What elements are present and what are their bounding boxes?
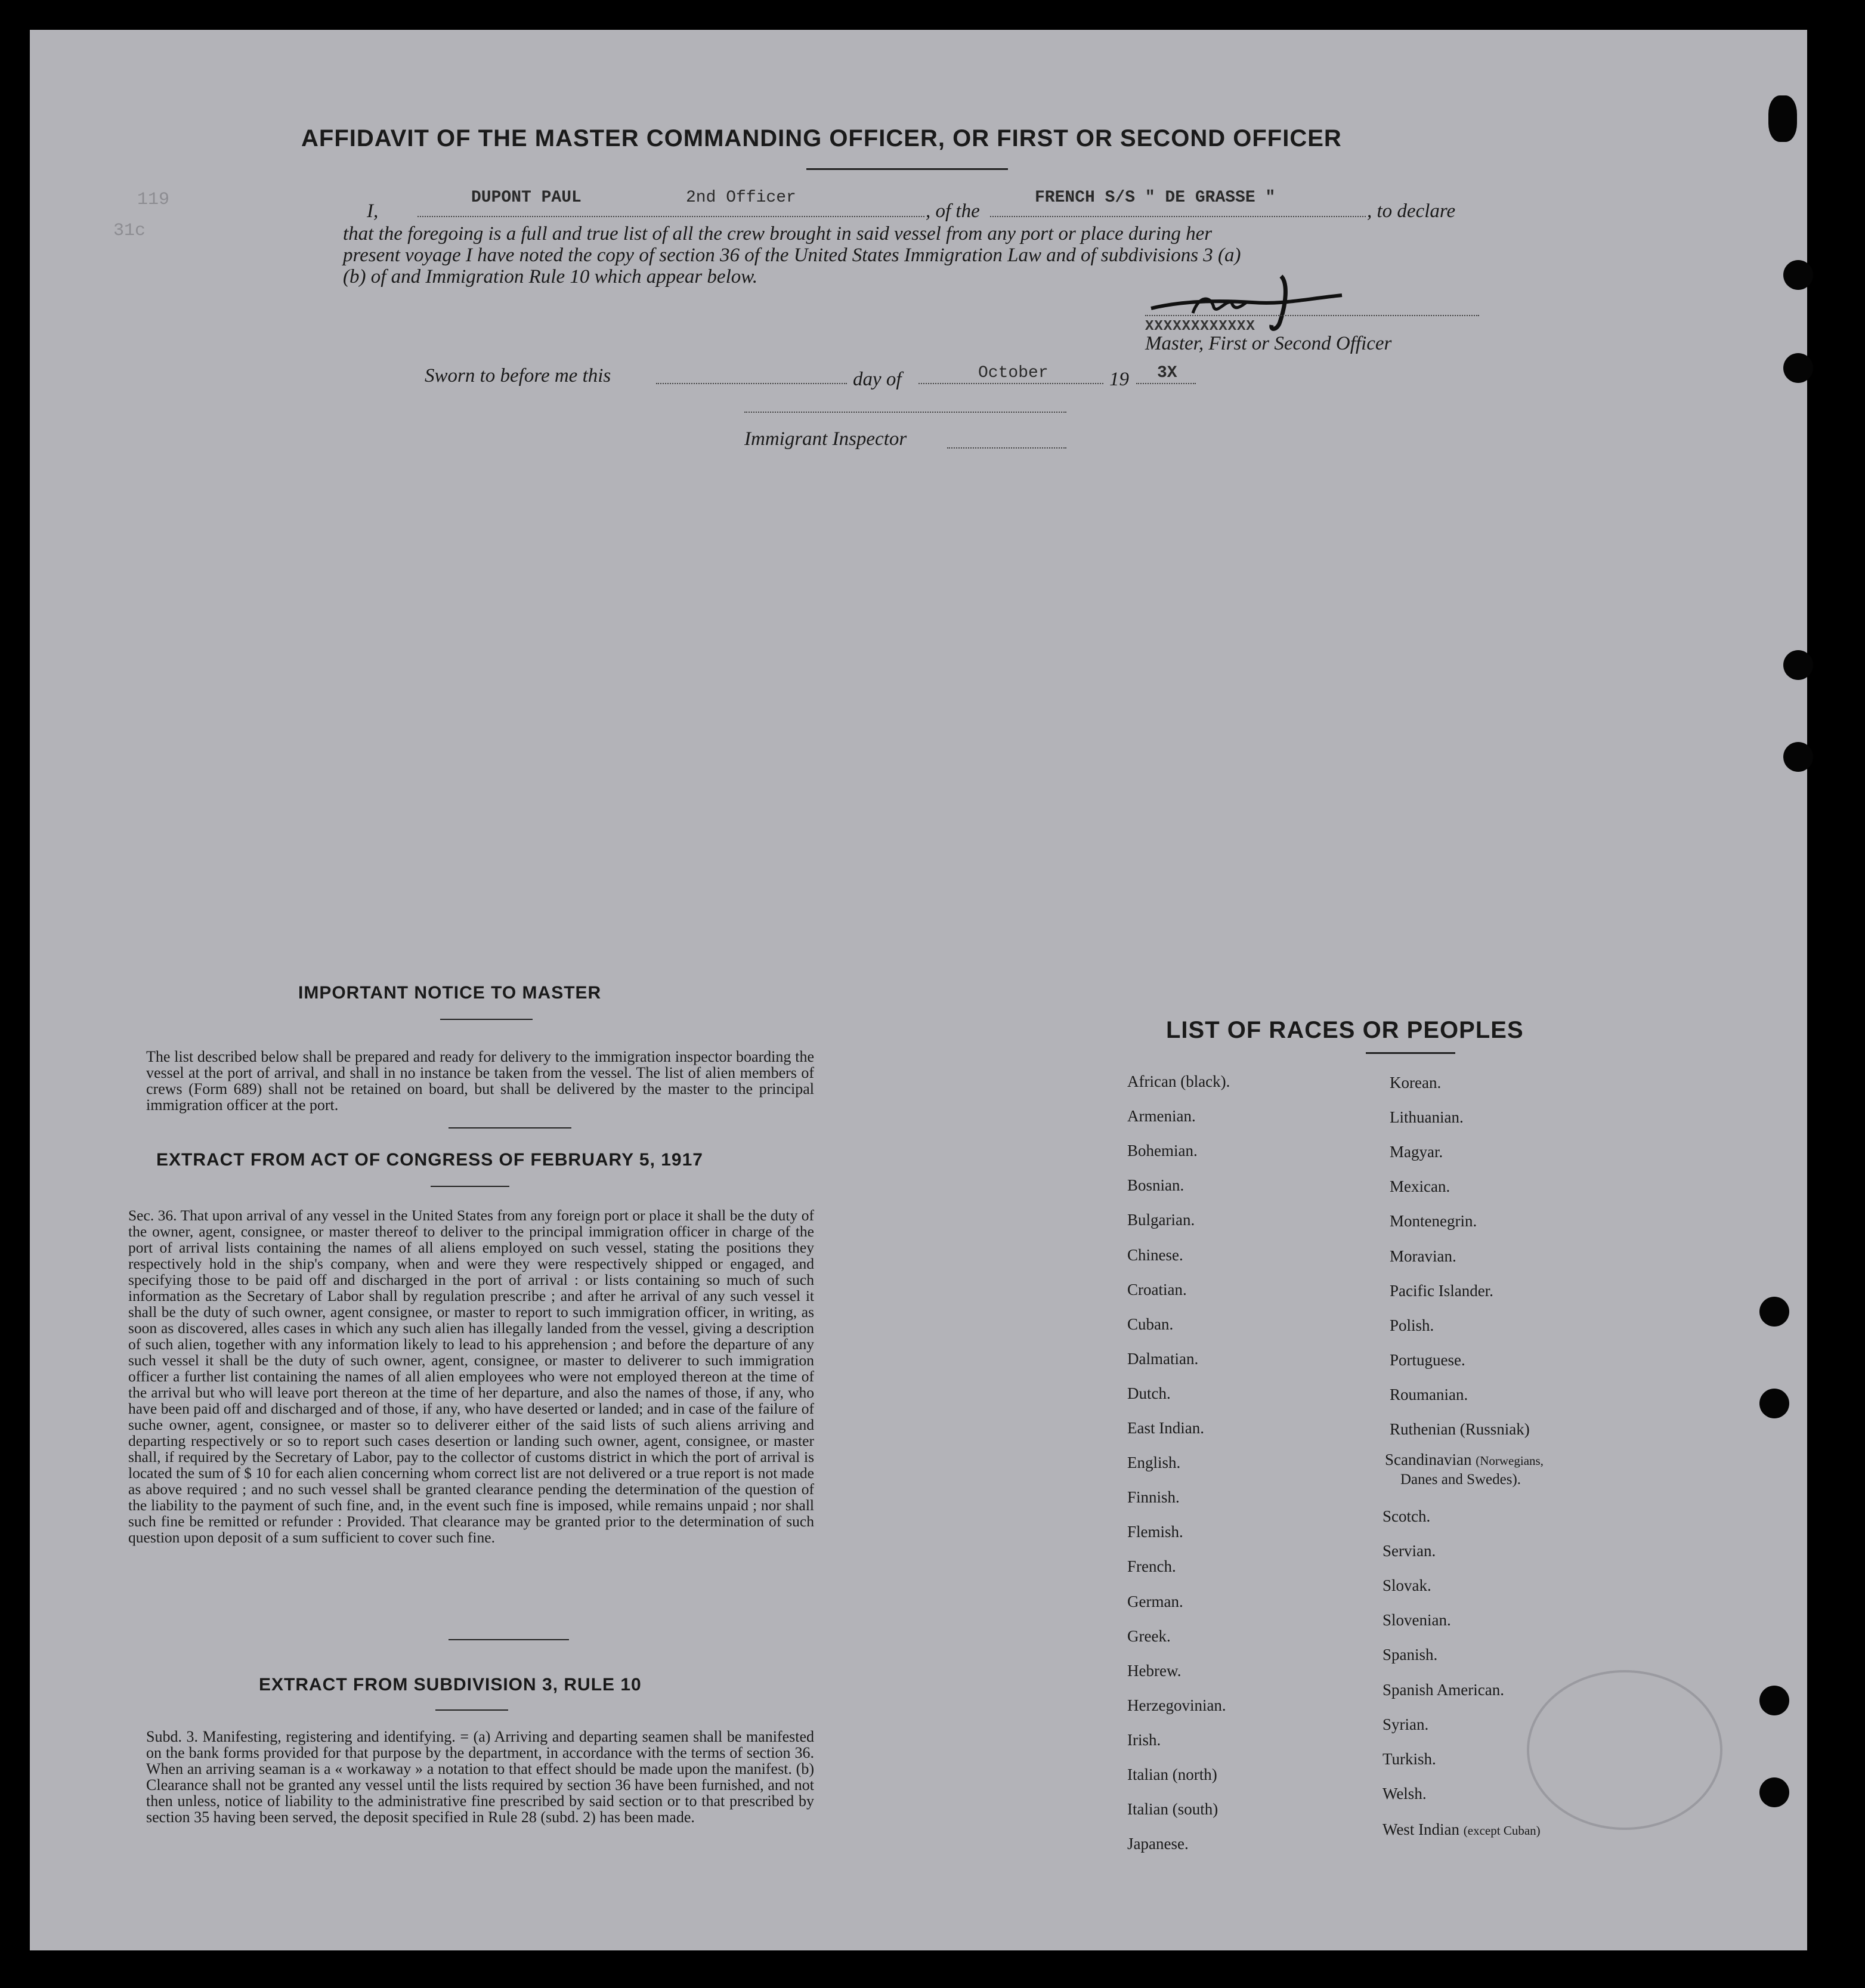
punch-hole bbox=[1783, 742, 1813, 772]
title-underline bbox=[806, 168, 1008, 170]
race-item: Dutch. bbox=[1127, 1384, 1171, 1402]
race-item: Herzegovinian. bbox=[1127, 1696, 1226, 1714]
notice-underline bbox=[440, 1019, 533, 1020]
rule-extract-text: Subd. 3. Manifesting, registering and identifying. = (a) Arriving and departing seamen shall be manifested on the bank forms provided for that purpose by the department, in accordance with the terms of section 36. When an arriving seaman is a « workaway » a notation to that effect should be made upon the manifest. (b) Clearance shall not be granted any vessel until the lists required by section 36 have been furnished, and not then unless, notice of liability to the administrative fine prescribed by said section or to that prescribed by section 35 having been served, the deposit specified in Rule 28 (subd. 2) has been made. bbox=[146, 1728, 814, 1826]
race-item: Roumanian. bbox=[1390, 1385, 1468, 1403]
race-item: Portuguese. bbox=[1390, 1350, 1465, 1369]
race-item: Mexican. bbox=[1390, 1177, 1450, 1196]
master-signature-label: Master, First or Second Officer bbox=[1145, 333, 1392, 354]
race-note: Danes and Swedes). bbox=[1400, 1471, 1521, 1488]
signature-line bbox=[1145, 315, 1479, 316]
race-item: Irish. bbox=[1127, 1730, 1161, 1749]
race-item: Bosnian. bbox=[1127, 1176, 1184, 1195]
race-item: East Indian. bbox=[1127, 1419, 1204, 1437]
officer-rank: 2nd Officer bbox=[686, 188, 796, 207]
race-item: Slovak. bbox=[1382, 1576, 1431, 1595]
race-item-scandinavian-cont bbox=[1400, 1470, 1521, 1488]
races-heading: LIST OF RACES OR PEOPLES bbox=[1166, 1017, 1524, 1043]
race-note: (Norwegians, bbox=[1476, 1454, 1544, 1468]
race-item: Bohemian. bbox=[1127, 1142, 1198, 1160]
punch-hole bbox=[1759, 1686, 1789, 1715]
race-item: Pacific Islander. bbox=[1390, 1281, 1493, 1300]
race-label: Scandinavian bbox=[1385, 1451, 1472, 1468]
race-item-west-indian bbox=[1382, 1820, 1541, 1839]
affidavit-i-label: I, bbox=[367, 200, 379, 222]
race-item: Spanish. bbox=[1382, 1646, 1438, 1664]
race-item: African (black). bbox=[1127, 1072, 1230, 1090]
sworn-day-line bbox=[656, 383, 847, 384]
race-item: Syrian. bbox=[1382, 1715, 1429, 1733]
faint-stamp bbox=[1527, 1670, 1722, 1830]
race-item: German. bbox=[1127, 1592, 1183, 1610]
affidavit-line-2: that the foregoing is a full and true list of all the crew brought in said vessel from any port or place during her bbox=[343, 223, 1213, 245]
race-item: Chinese. bbox=[1127, 1245, 1183, 1264]
document-page bbox=[30, 30, 1807, 1950]
sworn-label: Sworn to before me this bbox=[425, 365, 611, 387]
punch-hole bbox=[1768, 95, 1797, 142]
race-item: Finnish. bbox=[1127, 1488, 1180, 1507]
margin-number: 119 bbox=[137, 190, 170, 210]
punch-hole bbox=[1759, 1777, 1789, 1807]
act-extract-text: Sec. 36. That upon arrival of any vessel in the United States from any foreign port or place it shall be the duty of the owner, agent, consignee, or master thereof to deliver to the principal immigration officer in charge of the port of arrival lists containing the names of all aliens employed on such vessel, stating the positions they respectively hold in the ship's company, when and were they were respectively shipped or engaged, and specifying those to be paid off and discharged in the port of arrival : or lists containing so much of such information as the Secretary of Labor shall by regulation prescribe ; and after he arrival of any such vessel it shall be the duty of such owner, agent consignee, or master to report to such immigration officer, in writing, as soon as discovered, alles cases in which any such alien has illegally landed from the vessel, giving a description of such alien, together with any information likely to lead to his apprehension ; and before the departure of any such vessel it shall be the duty of such owner, agent, consignee, or master to deliverer to such immigration officer a further list containing the names of all alien employees who were not employed thereon at the time of the arrival but who will leave port thereon at the time of her departure, and also the names of those, if any, who have been paid off and discharged and of those, if any, who have deserted or landed; and in case of the failure of suche owner, agent, consignee, or master so to deliverer either of the said lists of such aliens arriving and departing respectively or so to report such cases desertion or landing such owner, agent, consignee, or master shall, if required by the Secretary of Labor, pay to the collector of customs district in which the port of arrival is located the sum of $ 10 for each alien concerning whom correct list are not delivered or a true report is not made as above required ; and no such vessel shall be granted clearance pending the determination of the question of the liability to the payment of such fine, and, in the event such fine is imposed, while remains unpaid ; nor shall such fine be remitted or refunder : Provided. That clearance may be granted prior to the determination of such question upon deposit of a sum sufficient to cover such fine. bbox=[128, 1207, 814, 1546]
race-label: West Indian bbox=[1382, 1820, 1460, 1838]
race-item: Polish. bbox=[1390, 1316, 1434, 1334]
race-item: Magyar. bbox=[1390, 1143, 1443, 1161]
to-declare-label: , to declare bbox=[1367, 200, 1456, 222]
race-note: (except Cuban) bbox=[1463, 1823, 1541, 1838]
notice-text: The list described below shall be prepared and ready for delivery to the immigration inspector boarding the vessel at the port of arrival, and shall in no instance be taken from the vessel. The list of alien members of crews (Form 689) shall not be retained on board, but shall be delivered by the master to the principal immigration officer at the port. bbox=[146, 1048, 814, 1114]
year-line bbox=[1136, 383, 1196, 384]
race-item: Korean. bbox=[1390, 1074, 1442, 1092]
race-item: Armenian. bbox=[1127, 1107, 1196, 1126]
race-item: Slovenian. bbox=[1382, 1611, 1451, 1630]
rule-underline bbox=[435, 1709, 508, 1711]
officer-line bbox=[417, 216, 924, 217]
punch-hole bbox=[1783, 353, 1813, 383]
race-item: Ruthenian (Russniak) bbox=[1390, 1420, 1530, 1438]
race-item: Spanish American. bbox=[1382, 1680, 1504, 1699]
inspector-signature-line bbox=[744, 412, 1066, 413]
race-item: Dalmatian. bbox=[1127, 1349, 1199, 1368]
races-underline bbox=[1366, 1052, 1455, 1054]
race-item: Welsh. bbox=[1382, 1784, 1427, 1803]
race-item: Lithuanian. bbox=[1390, 1108, 1464, 1127]
act-underline bbox=[431, 1186, 509, 1187]
sworn-month: October bbox=[978, 364, 1049, 382]
year-prefix: 19 bbox=[1109, 369, 1129, 390]
race-item: French. bbox=[1127, 1557, 1176, 1576]
race-item: Croatian. bbox=[1127, 1280, 1187, 1298]
margin-number: 31c bbox=[113, 221, 146, 241]
vessel-line bbox=[990, 216, 1366, 217]
inspector-trailing-line bbox=[947, 447, 1066, 449]
of-the-label: , of the bbox=[926, 200, 980, 222]
race-item: Italian (north) bbox=[1127, 1766, 1217, 1783]
inspector-label: Immigrant Inspector bbox=[744, 428, 907, 450]
divider bbox=[449, 1639, 569, 1640]
punch-hole bbox=[1759, 1297, 1789, 1327]
day-of-label: day of bbox=[853, 369, 902, 390]
race-item: Servian. bbox=[1382, 1542, 1436, 1560]
race-item: Bulgarian. bbox=[1127, 1211, 1195, 1229]
race-item: Hebrew. bbox=[1127, 1661, 1182, 1680]
act-extract-heading: EXTRACT FROM ACT OF CONGRESS OF FEBRUARY 5, 1917 bbox=[156, 1150, 703, 1170]
race-item: Turkish. bbox=[1382, 1749, 1436, 1768]
month-line bbox=[918, 383, 1103, 384]
notice-heading: IMPORTANT NOTICE TO MASTER bbox=[298, 983, 602, 1003]
race-item-scandinavian bbox=[1385, 1451, 1544, 1469]
race-item: Moravian. bbox=[1390, 1247, 1456, 1265]
race-item: Italian (south) bbox=[1127, 1800, 1218, 1819]
race-item: Montenegrin. bbox=[1390, 1212, 1477, 1230]
race-item: Japanese. bbox=[1127, 1835, 1189, 1853]
affidavit-line-3: present voyage I have noted the copy of section 36 of the United States Immigration Law and of subdivisions 3 (a) bbox=[343, 245, 1241, 266]
race-item: Greek. bbox=[1127, 1627, 1171, 1645]
struck-out-text: XXXXXXXXXXXX bbox=[1145, 319, 1255, 335]
race-item: English. bbox=[1127, 1454, 1181, 1472]
race-item: Flemish. bbox=[1127, 1523, 1183, 1541]
rule-extract-heading: EXTRACT FROM SUBDIVISION 3, RULE 10 bbox=[259, 1675, 642, 1695]
affidavit-title: AFFIDAVIT OF THE MASTER COMMANDING OFFICER, OR FIRST OR SECOND OFFICER bbox=[301, 125, 1342, 152]
year-suffix: 3X bbox=[1157, 364, 1177, 382]
affidavit-line-4: (b) of and Immigration Rule 10 which appear below. bbox=[343, 266, 758, 287]
punch-hole bbox=[1759, 1389, 1789, 1418]
race-item: Cuban. bbox=[1127, 1315, 1174, 1333]
punch-hole bbox=[1783, 260, 1813, 290]
race-item: Scotch. bbox=[1382, 1507, 1431, 1525]
punch-hole bbox=[1783, 650, 1813, 680]
officer-name: DUPONT PAUL bbox=[471, 188, 582, 207]
divider bbox=[449, 1127, 571, 1129]
vessel-name: FRENCH S/S " DE GRASSE " bbox=[1035, 188, 1276, 207]
